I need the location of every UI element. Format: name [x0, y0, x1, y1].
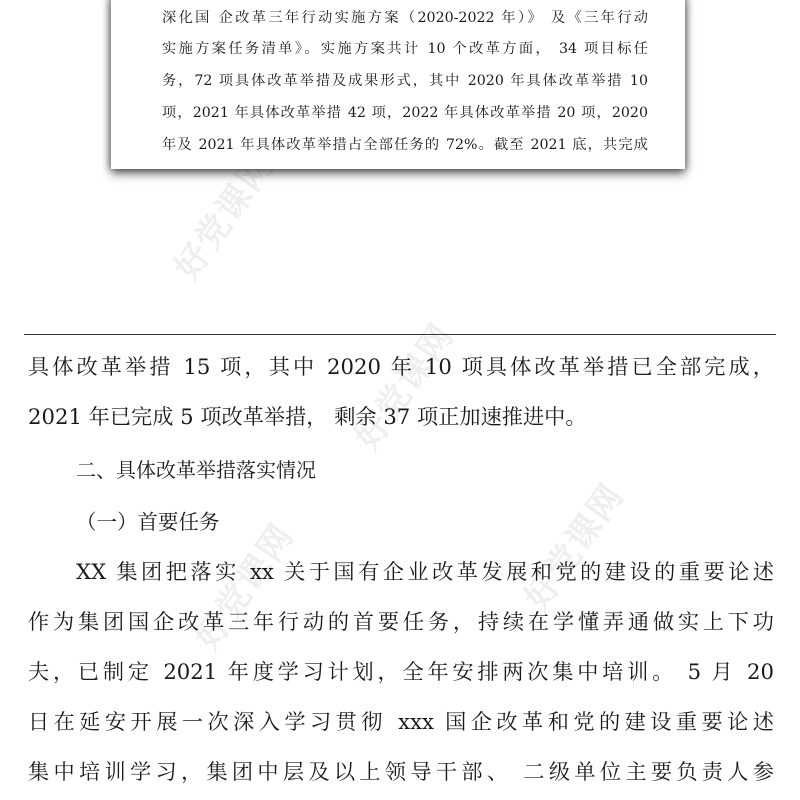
watermark: 好党课网 [167, 146, 283, 287]
paragraph-line: 具体改革举措 15 项，其中 2020 年 10 项具体改革举措已全部完成， [28, 354, 774, 379]
excerpt-line: 务，72 项具体改革举措及成果形式，其中 2020 年具体改革举措 10 [162, 73, 648, 89]
watermark: 好党课网 [517, 476, 633, 617]
subsection-heading: （一）首要任务 [76, 510, 220, 534]
paragraph-line: 集中培训学习，集团中层及以上领导干部、 二级单位主要负责人参 [28, 759, 774, 784]
excerpt-line: 实施方案任务清单》。实施方案共计 10 个改革方面， 34 项目标任 [162, 41, 648, 57]
watermark: 好党课网 [347, 316, 463, 457]
paragraph-line: 日在延安开展一次深入学习贯彻 xxx 国企改革和党的建设重要论述 [28, 709, 774, 734]
paragraph-line: 夫，已制定 2021 年度学习计划，全年安排两次集中培训。 5 月 20 [28, 659, 774, 684]
page-divider [24, 334, 776, 335]
excerpt-card [111, 0, 685, 169]
excerpt-line: 项，2021 年具体改革举措 42 项，2022 年具体改革举措 20 项，2020 [162, 105, 648, 121]
excerpt-line: 年及 2021 年具体改革举措占全部任务的 72%。截至 2021 底，共完成 [162, 137, 648, 153]
section-heading: 二、具体改革举措落实情况 [76, 458, 316, 482]
paragraph-line: XX 集团把落实 xx 关于国有企业改革发展和党的建设的重要论述 [76, 559, 774, 584]
paragraph-line: 2021 年已完成 5 项改革举措， 剩余 37 项正加速推进中。 [28, 404, 587, 429]
excerpt-line: 深化国 企改革三年行动实施方案（2020-2022 年）》 及《三年行动 [162, 10, 648, 26]
paragraph-line: 作为集团国企改革三年行动的首要任务，持续在学懂弄通做实上下功 [28, 609, 774, 634]
watermark: 好党课网 [187, 516, 303, 657]
